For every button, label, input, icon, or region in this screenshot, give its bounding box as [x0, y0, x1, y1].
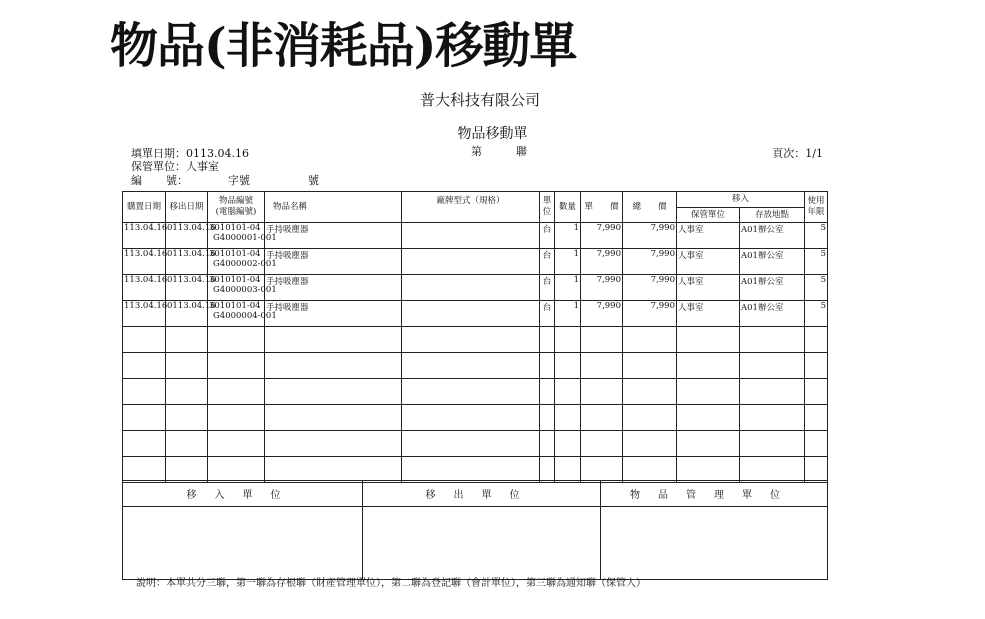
cell-brand-model [402, 223, 540, 249]
fill-date-label: 填單日期： [131, 147, 186, 160]
table-row [123, 275, 828, 301]
header-location: 存放地點 [740, 208, 805, 223]
cell-brand-model [402, 249, 540, 275]
cell-unit-price: 7,990 [581, 249, 623, 275]
header-total-price: 總 價 [623, 192, 677, 223]
company-name: 普大科技有限公司 [419, 91, 540, 109]
cell-computer-code: G4000004-001 [213, 311, 277, 321]
cell-unit: 台 [540, 275, 555, 301]
cell-location: A01辦公室 [740, 223, 805, 249]
header-life-line1: 使用 [807, 196, 825, 206]
cell-item-code [208, 223, 277, 249]
header-move-date: 移出日期 [166, 192, 208, 223]
cell-item-name: 手持吸塵器 [265, 275, 402, 301]
cell-item-code [208, 301, 277, 327]
sign-box-item-admin[interactable] [601, 507, 828, 580]
header-move-in: 移入 [677, 192, 805, 208]
table-row-empty [123, 405, 828, 431]
cell-total-price: 7,990 [623, 275, 677, 301]
form-title: 物品移動單 [457, 126, 528, 142]
sign-header-move-in: 移入單位 [123, 481, 363, 507]
document-title: 物品(非消耗品)移動單 [110, 18, 577, 74]
cell-unit-price: 7,990 [581, 301, 623, 327]
cell-item-code [208, 249, 277, 275]
cell-location: A01辦公室 [740, 301, 805, 327]
cell-move-date: 0113.04.16 [166, 223, 208, 249]
cell-service-life: 5 [805, 301, 828, 327]
cell-purchase-date: 113.04.16 [123, 275, 166, 301]
cell-custody-unit: 人事室 [677, 249, 740, 275]
header-life-line2: 年限 [807, 207, 825, 217]
item-table [122, 191, 828, 483]
header-purchase-date: 購置日期 [123, 192, 166, 223]
serial-label-2: 號： [166, 174, 188, 187]
sign-header-item-admin: 物品管理單位 [601, 481, 828, 507]
cell-total-price: 7,990 [623, 223, 677, 249]
sign-box-move-out[interactable] [363, 507, 601, 580]
cell-location: A01辦公室 [740, 249, 805, 275]
page-number: 頁次：1/1 [772, 147, 823, 160]
cell-move-date: 0113.04.16 [166, 249, 208, 275]
serial-label-3: 字號 [228, 174, 250, 187]
cell-purchase-date: 113.04.16 [123, 223, 166, 249]
cell-move-date: 0113.04.16 [166, 301, 208, 327]
serial-label-4: 號 [308, 174, 319, 187]
serial-label-1: 編 [131, 174, 142, 187]
copy-label [471, 143, 527, 159]
cell-custody-unit: 人事室 [677, 275, 740, 301]
cell-code: 3010101-04 [209, 301, 261, 311]
cell-qty: 1 [555, 301, 581, 327]
header-unit-price: 單 價 [581, 192, 623, 223]
cell-unit: 台 [540, 223, 555, 249]
cell-service-life: 5 [805, 249, 828, 275]
cell-unit-price: 7,990 [581, 223, 623, 249]
cell-unit-price: 7,990 [581, 275, 623, 301]
cell-purchase-date: 113.04.16 [123, 301, 166, 327]
table-row-empty [123, 379, 828, 405]
custody-unit-value: 人事室 [186, 160, 219, 173]
cell-item-name: 手持吸塵器 [265, 301, 402, 327]
cell-code: 3010101-04 [209, 249, 261, 259]
cell-custody-unit: 人事室 [677, 223, 740, 249]
cell-service-life: 5 [805, 275, 828, 301]
header-item-code [208, 192, 265, 223]
cell-item-name: 手持吸塵器 [265, 223, 402, 249]
cell-service-life: 5 [805, 223, 828, 249]
cell-computer-code: G4000003-001 [213, 285, 277, 295]
table-row [123, 249, 828, 275]
cell-brand-model [402, 275, 540, 301]
header-brand-model: 廠牌型式（規格） [402, 192, 540, 223]
cell-computer-code: G4000001-001 [213, 233, 277, 243]
table-row-empty [123, 353, 828, 379]
cell-unit: 台 [540, 249, 555, 275]
cell-custody-unit: 人事室 [677, 301, 740, 327]
copy-label-prefix: 第 [471, 145, 482, 158]
cell-total-price: 7,990 [623, 249, 677, 275]
custody-unit-label: 保管單位： [131, 160, 186, 173]
table-row-empty [123, 431, 828, 457]
cell-code: 3010101-04 [209, 275, 261, 285]
cell-qty: 1 [555, 223, 581, 249]
header-unit-line1: 單 [542, 196, 552, 206]
cell-item-name: 手持吸塵器 [265, 249, 402, 275]
cell-purchase-date: 113.04.16 [123, 249, 166, 275]
header-unit [540, 192, 555, 223]
cell-unit: 台 [540, 301, 555, 327]
header-item-code-line2: (電腦編號) [215, 207, 257, 217]
cell-qty: 1 [555, 275, 581, 301]
table-row [123, 301, 828, 327]
header-qty: 數量 [555, 192, 581, 223]
table-row-empty [123, 327, 828, 353]
header-item-name: 物品名稱 [265, 192, 402, 223]
cell-qty: 1 [555, 249, 581, 275]
signature-table [122, 480, 828, 580]
header-custody-unit: 保管單位 [677, 208, 740, 223]
cell-brand-model [402, 301, 540, 327]
header-unit-line2: 位 [542, 207, 552, 217]
cell-code: 3010101-04 [209, 223, 261, 233]
cell-location: A01辦公室 [740, 275, 805, 301]
header-item-code-line1: 物品編號 [218, 196, 253, 206]
table-row-empty [123, 457, 828, 483]
cell-total-price: 7,990 [623, 301, 677, 327]
fill-date-value: 0113.04.16 [186, 147, 249, 160]
copy-label-suffix: 聯 [516, 145, 527, 158]
sign-header-move-out: 移出單位 [363, 481, 601, 507]
cell-item-code [208, 275, 277, 301]
table-row [123, 223, 828, 249]
cell-move-date: 0113.04.16 [166, 275, 208, 301]
serial-number [131, 172, 319, 188]
sign-box-move-in[interactable] [123, 507, 363, 580]
footer-note: 說明：本單共分三聯，第一聯為存根聯（財產管理單位），第二聯為登記聯（會計單位），第三聯為通知聯（保管人） [136, 578, 646, 589]
cell-computer-code: G4000002-001 [213, 259, 277, 269]
header-service-life [805, 192, 828, 223]
